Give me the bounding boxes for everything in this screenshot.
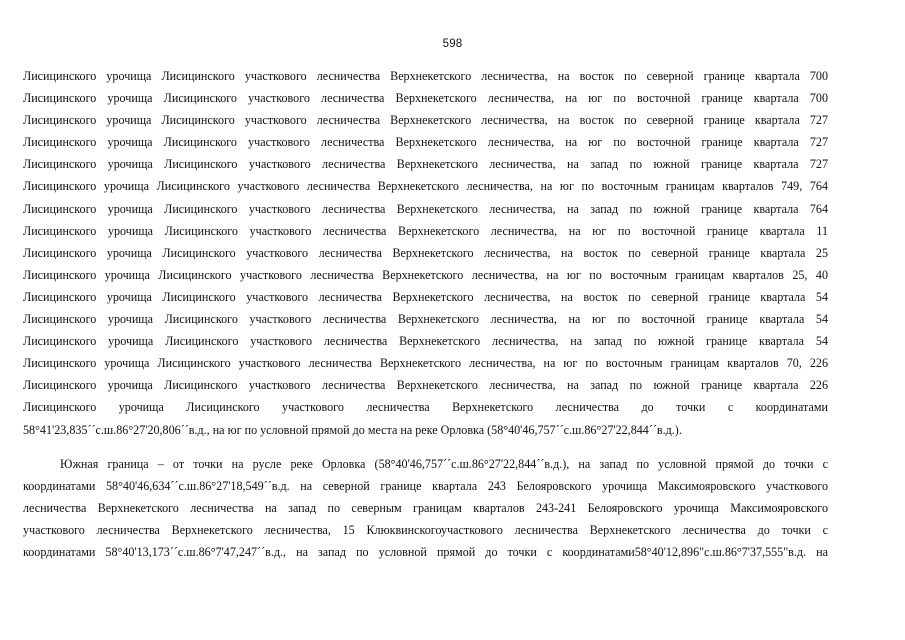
paragraph-line: координатами 58°40'46,634´´с.ш.86°27'18,549´´в.д. на северной границе квартала 243 Белояровского урочища Максимояровского участкового bbox=[23, 479, 828, 494]
text-line: Лисицинского урочища Лисицинского участкового лесничества Верхнекетского лесничества, на юг по восточной границе квартала 54 bbox=[23, 312, 828, 327]
text-line: Лисицинского урочища Лисицинского участкового лесничества Верхнекетского лесничества, на запад по южной границе квартала 226 bbox=[23, 378, 828, 393]
paragraph-line: координатами 58°40'13,173´´с.ш.86°7'47,247´´в.д., на запад по условной прямой до точки с координатами58°40'12,896"с.ш.86°7'37,555"в.д. на bbox=[23, 545, 828, 560]
text-line: Лисицинского урочища Лисицинского участкового лесничества Верхнекетского лесничества, на запад по южной границе квартала 764 bbox=[23, 201, 828, 216]
text-line: Лисицинского урочища Лисицинского участкового лесничества Верхнекетского лесничества, на запад по южной границе квартала 54 bbox=[23, 334, 828, 349]
text-line-last: 58°41'23,835´´с.ш.86°27'20,806´´в.д., на юг по условной прямой до места на реке Орловка (58°40'46,757´´с.ш.86°27'22,844´´в.д.). bbox=[23, 422, 682, 437]
text-line: Лисицинского урочища Лисицинского участкового лесничества Верхнекетского лесничества, на восток по северной границе квартала 727 bbox=[23, 113, 828, 128]
text-line: Лисицинского урочища Лисицинского участкового лесничества Верхнекетского лесничества, на юг по восточным границам кварталов 25, 40 bbox=[23, 267, 828, 282]
paragraph-line: лесничества Верхнекетского лесничества на запад по северным границам кварталов 243-241 Белояровского урочища Максимояровского bbox=[23, 501, 828, 516]
text-line: Лисицинского урочища Лисицинского участкового лесничества Верхнекетского лесничества, на восток по северной границе квартала 25 bbox=[23, 245, 828, 260]
paragraph-line: Южная граница – от точки на русле реке Орловка (58°40'46,757´´с.ш.86°27'22,844´´в.д.), на запад по условной прямой до точки с bbox=[60, 457, 828, 471]
paragraph-line: участкового лесничества Верхнекетского лесничества, 15 Клюквинскогоучасткового лесничества Верхнекетского лесничества до точки с bbox=[23, 523, 828, 538]
page-number: 598 bbox=[442, 38, 463, 50]
text-line: Лисицинского урочища Лисицинского участкового лесничества Верхнекетского лесничества, на юг по восточной границе квартала 700 bbox=[23, 91, 828, 106]
text-line: Лисицинского урочища Лисицинского участкового лесничества Верхнекетского лесничества, на юг по восточной границе квартала 727 bbox=[23, 135, 828, 150]
text-line: Лисицинского урочища Лисицинского участкового лесничества Верхнекетского лесничества, на восток по северной границе квартала 700 bbox=[23, 69, 828, 83]
boundary-description-lines bbox=[23, 65, 828, 441]
text-line: Лисицинского урочища Лисицинского участкового лесничества Верхнекетского лесничества, на юг по восточной границе квартала 11 bbox=[23, 223, 828, 238]
southern-boundary-paragraph bbox=[23, 453, 828, 563]
text-line: Лисицинского урочища Лисицинского участкового лесничества Верхнекетского лесничества, на юг по восточным границам кварталов 749, 764 bbox=[23, 179, 828, 194]
text-line: Лисицинского урочища Лисицинского участкового лесничества Верхнекетского лесничества, на восток по северной границе квартала 54 bbox=[23, 289, 828, 304]
text-line: Лисицинского урочища Лисицинского участкового лесничества Верхнекетского лесничества, на запад по южной границе квартала 727 bbox=[23, 157, 828, 172]
text-line: Лисицинского урочища Лисицинского участкового лесничества Верхнекетского лесничества до точки с координатами bbox=[23, 400, 828, 415]
text-line: Лисицинского урочища Лисицинского участкового лесничества Верхнекетского лесничества, на юг по восточным границам кварталов 70, 226 bbox=[23, 356, 828, 371]
